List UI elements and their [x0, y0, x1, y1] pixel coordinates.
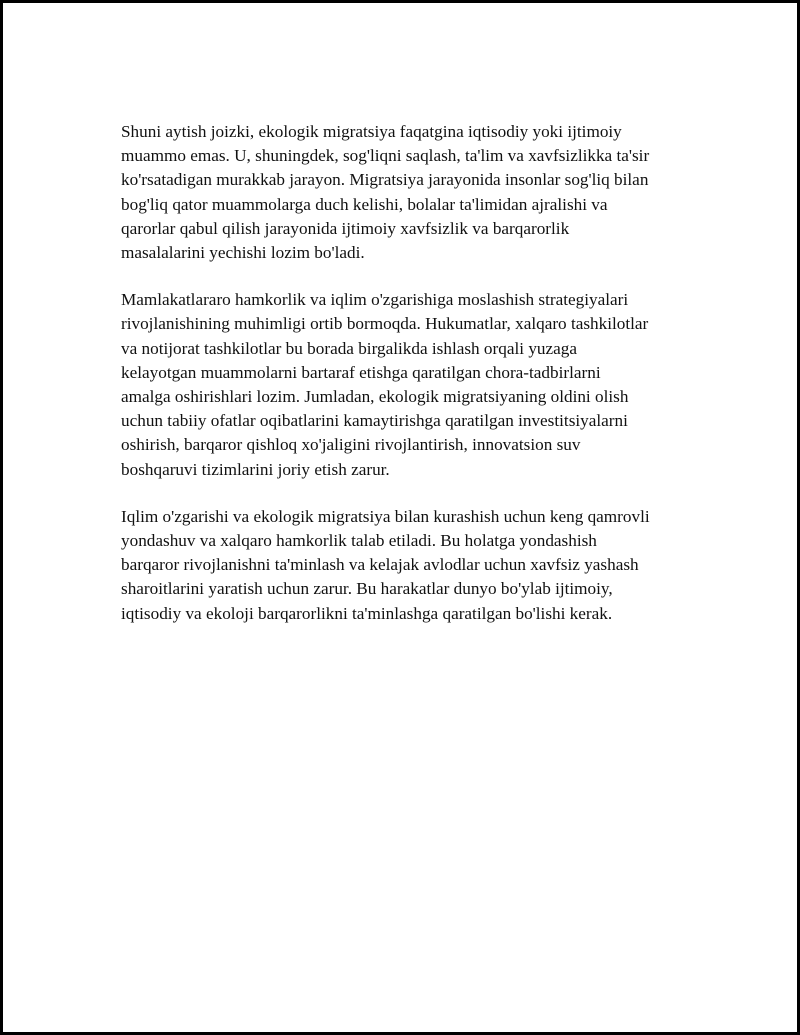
paragraph-3: Iqlim o'zgarishi va ekologik migratsiya bilan kurashish uchun keng qamrovli yondashuv va xalqaro hamkorlik talab etiladi. Bu holatga yondashish barqaror rivojlanishni ta'minlash va kelajak avlodlar uchun xavfsiz yashash sharoitlarini yaratish uchun zarur. Bu harakatlar dunyo bo'ylab ijtimoiy, iqtisodiy va ekoloji barqarorlikni ta'minlashga qaratilgan bo'lishi kerak. [121, 506, 650, 623]
document-body [121, 120, 701, 649]
paragraph-1: Shuni aytish joizki, ekologik migratsiya faqatgina iqtisodiy yoki ijtimoiy muammo emas. U, shuningdek, sog'liqni saqlash, ta'lim va xavfsizlikka ta'sir ko'rsatadigan murakkab jarayon. Migratsiya jarayonida insonlar sog'liq bilan bog'liq qator muammolarga duch kelishi, bolalar ta'limidan ajralishi va qarorlar qabul qilish jarayonida ijtimoiy xavfsizlik va barqarorlik masalalarini yechishi lozim bo'ladi. [121, 122, 650, 263]
paragraph-2: Mamlakatlararo hamkorlik va iqlim o'zgarishiga moslashish strategiyalari rivojlanishining muhimligi ortib bormoqda. Hukumatlar, xalqaro tashkilotlar va notijorat tashkilotlar bu borada birgalikda ishlash orqali yuzaga kelayotgan muammolarni bartaraf etishga qaratilgan chora-tadbirlarni amalga oshirishlari lozim. Jumladan, ekologik migratsiyaning oldini olish uchun tabiiy ofatlar oqibatlarini kamaytirishga qaratilgan investitsiyalarni oshirish, barqaror qishloq xo'jaligini rivojlantirish, innovatsion suv boshqaruvi tizimlarini joriy etish zarur. [121, 290, 649, 479]
